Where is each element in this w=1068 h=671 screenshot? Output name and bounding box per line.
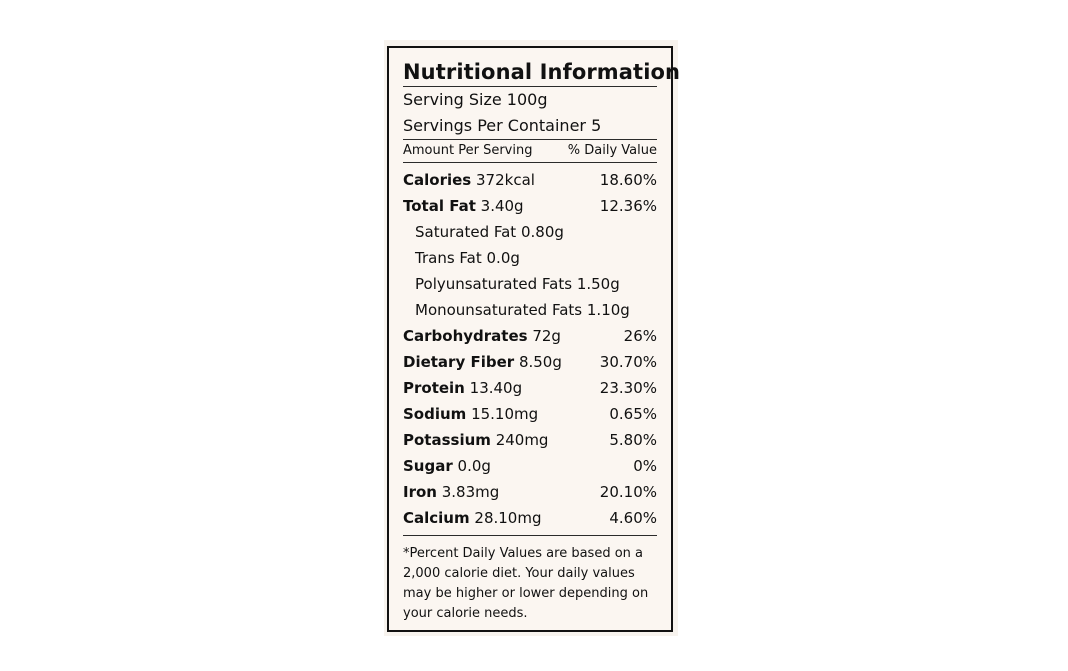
nutrient-name: Iron — [403, 483, 437, 501]
nutrient-row-dietary-fiber — [403, 349, 657, 375]
nutrient-name: Dietary Fiber — [403, 353, 515, 371]
nutrient-row-trans-fat — [403, 245, 657, 271]
column-header-row — [403, 140, 657, 162]
nutrition-label — [387, 46, 681, 632]
nutrient-row-calories — [403, 167, 657, 193]
nutrient-name: Sodium — [403, 405, 467, 423]
nutrient-label — [403, 375, 522, 401]
nutrient-label — [415, 219, 564, 245]
nutrient-row-total-fat — [403, 193, 657, 219]
nutrient-name: Calcium — [403, 509, 470, 527]
nutrient-label — [403, 193, 524, 219]
nutrient-row-sodium — [403, 401, 657, 427]
nutrient-amount: 240mg — [495, 431, 549, 449]
nutrient-amount: 0.80g — [520, 223, 564, 241]
nutrient-label — [403, 453, 491, 479]
nutrient-amount: 72g — [532, 327, 561, 345]
nutrient-name: Protein — [403, 379, 465, 397]
nutrient-label — [415, 271, 620, 297]
nutrient-amount: 3.83mg — [441, 483, 500, 501]
nutrient-label — [415, 297, 630, 323]
nutrient-amount: 8.50g — [518, 353, 562, 371]
servings-per-container: Servings Per Container 5 — [403, 116, 602, 135]
nutrient-amount: 13.40g — [469, 379, 523, 397]
nutrient-label — [403, 427, 548, 453]
nutrient-daily-value: 18.60% — [599, 171, 657, 189]
nutrient-name: Total Fat — [403, 197, 476, 215]
nutrient-name: Trans Fat — [415, 249, 482, 267]
nutrient-daily-value: 0.65% — [609, 405, 657, 423]
nutrient-name: Saturated Fat — [415, 223, 517, 241]
nutrient-label — [403, 167, 535, 193]
nutrient-row-iron — [403, 479, 657, 505]
nutrient-daily-value: 30.70% — [599, 353, 657, 371]
nutrient-daily-value: 26% — [623, 327, 657, 345]
nutrient-row-sugar — [403, 453, 657, 479]
nutrient-label — [403, 323, 561, 349]
nutrient-daily-value: 23.30% — [599, 379, 657, 397]
nutrient-label — [403, 479, 499, 505]
nutrient-row-calcium — [403, 505, 657, 531]
nutrient-name: Potassium — [403, 431, 491, 449]
serving-size: Serving Size 100g — [403, 90, 548, 109]
nutrient-name: Monounsaturated Fats — [415, 301, 583, 319]
nutrient-amount: 0.0g — [457, 457, 491, 475]
nutrient-label — [403, 349, 562, 375]
divider — [403, 535, 657, 536]
nutrient-row-saturated-fat — [403, 219, 657, 245]
nutrient-label — [415, 245, 520, 271]
nutrient-daily-value: 4.60% — [609, 509, 657, 527]
nutrient-amount: 3.40g — [480, 197, 524, 215]
amount-per-serving-label: Amount Per Serving — [403, 143, 533, 158]
nutrient-daily-value: 5.80% — [609, 431, 657, 449]
nutrient-amount: 15.10mg — [471, 405, 539, 423]
nutrition-label-content — [403, 58, 681, 621]
nutrient-row-potassium — [403, 427, 657, 453]
nutrient-amount: 372kcal — [476, 171, 535, 189]
nutrient-amount: 1.10g — [586, 301, 630, 319]
nutrient-amount: 0.0g — [486, 249, 520, 267]
nutrient-daily-value: 12.36% — [599, 197, 657, 215]
nutrient-row-monounsaturated-fats — [403, 297, 657, 323]
nutrient-row-polyunsaturated-fats — [403, 271, 657, 297]
label-title: Nutritional Information — [403, 60, 681, 84]
nutrient-amount: 1.50g — [576, 275, 620, 293]
nutrient-label — [403, 505, 541, 531]
nutrient-daily-value: 20.10% — [599, 483, 657, 501]
nutrient-name: Carbohydrates — [403, 327, 528, 345]
nutrient-row-carbohydrates — [403, 323, 657, 349]
nutrient-row-protein — [403, 375, 657, 401]
nutrient-label — [403, 401, 538, 427]
footnote: *Percent Daily Values are based on a 2,000 calorie diet. Your daily values may be higher or lower depending on your calorie needs. — [403, 546, 649, 621]
daily-value-label: % Daily Value — [567, 143, 657, 158]
nutrient-amount: 28.10mg — [474, 509, 542, 527]
nutrient-name: Sugar — [403, 457, 453, 475]
nutrient-name: Polyunsaturated Fats — [415, 275, 573, 293]
nutrient-name: Calories — [403, 171, 472, 189]
nutrient-daily-value: 0% — [633, 457, 657, 475]
